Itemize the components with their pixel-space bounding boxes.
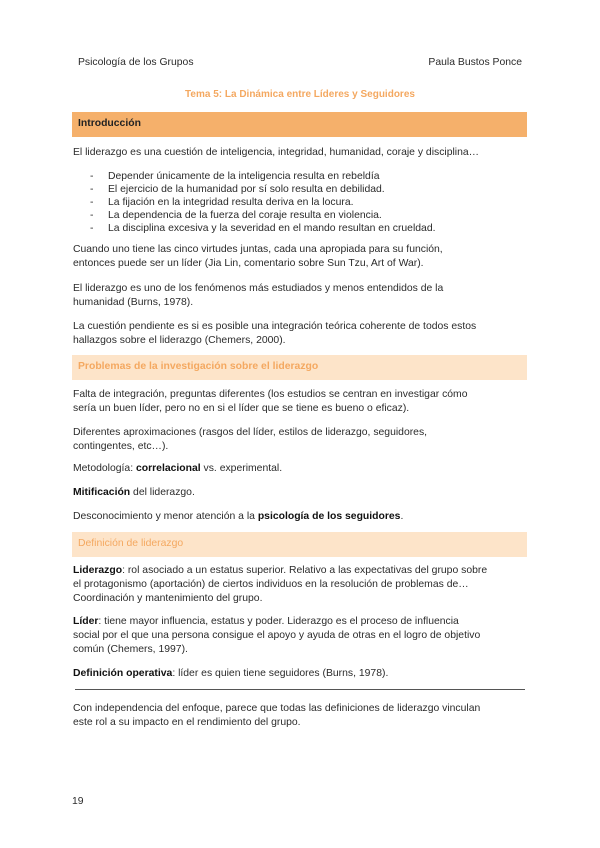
- definition-paragraph: Líder: tiene mayor influencia, estatus y poder. Liderazgo es el proceso de influencia social por el que una persona consigue el apoyo y ayuda de otras en el logro de objetivo común (Chemers, 1997).: [73, 616, 481, 655]
- definition-paragraph: Con independencia del enfoque, parece que todas las definiciones de liderazgo vinculan este rol a su impacto en el rendimiento del grupo.: [73, 703, 481, 728]
- definition-paragraph: Definición operativa: líder es quien tiene seguidores (Burns, 1978).: [73, 668, 389, 679]
- problems-paragraph: Metodología: correlacional vs. experimental.: [73, 463, 283, 474]
- section-heading-problems: Problemas de la investigación sobre el liderazgo: [72, 355, 527, 380]
- page-number: 19: [72, 796, 84, 807]
- section-heading-intro: Introducción: [72, 112, 527, 137]
- divider: [75, 689, 525, 690]
- intro-paragraph: El liderazgo es uno de los fenómenos más estudiados y menos entendidos de la humanidad (Burns, 1978).: [73, 283, 444, 308]
- problems-paragraph: Diferentes aproximaciones (rasgos del líder, estilos de liderazgo, seguidores, contingentes, etc…).: [73, 427, 428, 452]
- header-author: Paula Bustos Ponce: [428, 57, 522, 68]
- section-heading-definition: Definición de liderazgo: [72, 532, 527, 557]
- document-title: Tema 5: La Dinámica entre Líderes y Seguidores: [185, 89, 415, 100]
- problems-paragraph: Mitificación del liderazgo.: [73, 487, 195, 498]
- problems-paragraph: Falta de integración, preguntas diferentes (los estudios se centran en investigar cómo sería un buen líder, pero no en si el líder que se tiene es bueno o eficaz).: [73, 389, 468, 414]
- problems-paragraph: Desconocimiento y menor atención a la psicología de los seguidores.: [73, 511, 404, 522]
- intro-paragraph: El liderazgo es una cuestión de inteligencia, integridad, humanidad, coraje y disciplina…: [73, 147, 480, 158]
- definition-paragraph: Liderazgo: rol asociado a un estatus superior. Relativo a las expectativas del grupo sobre el protagonismo (aportación) de ciertos individuos en la resolución de problemas de… Coordinación y mantenimiento del grupo.: [73, 565, 488, 604]
- header-course: Psicología de los Grupos: [78, 57, 194, 68]
- intro-paragraph: Cuando uno tiene las cinco virtudes juntas, cada una apropiada para su función, entonces puede ser un líder (Jia Lin, comentario sobre Sun Tzu, Art of War).: [73, 244, 443, 269]
- intro-paragraph: La cuestión pendiente es si es posible una integración teórica coherente de todos estos hallazgos sobre el liderazgo (Chemers, 2000).: [73, 321, 477, 346]
